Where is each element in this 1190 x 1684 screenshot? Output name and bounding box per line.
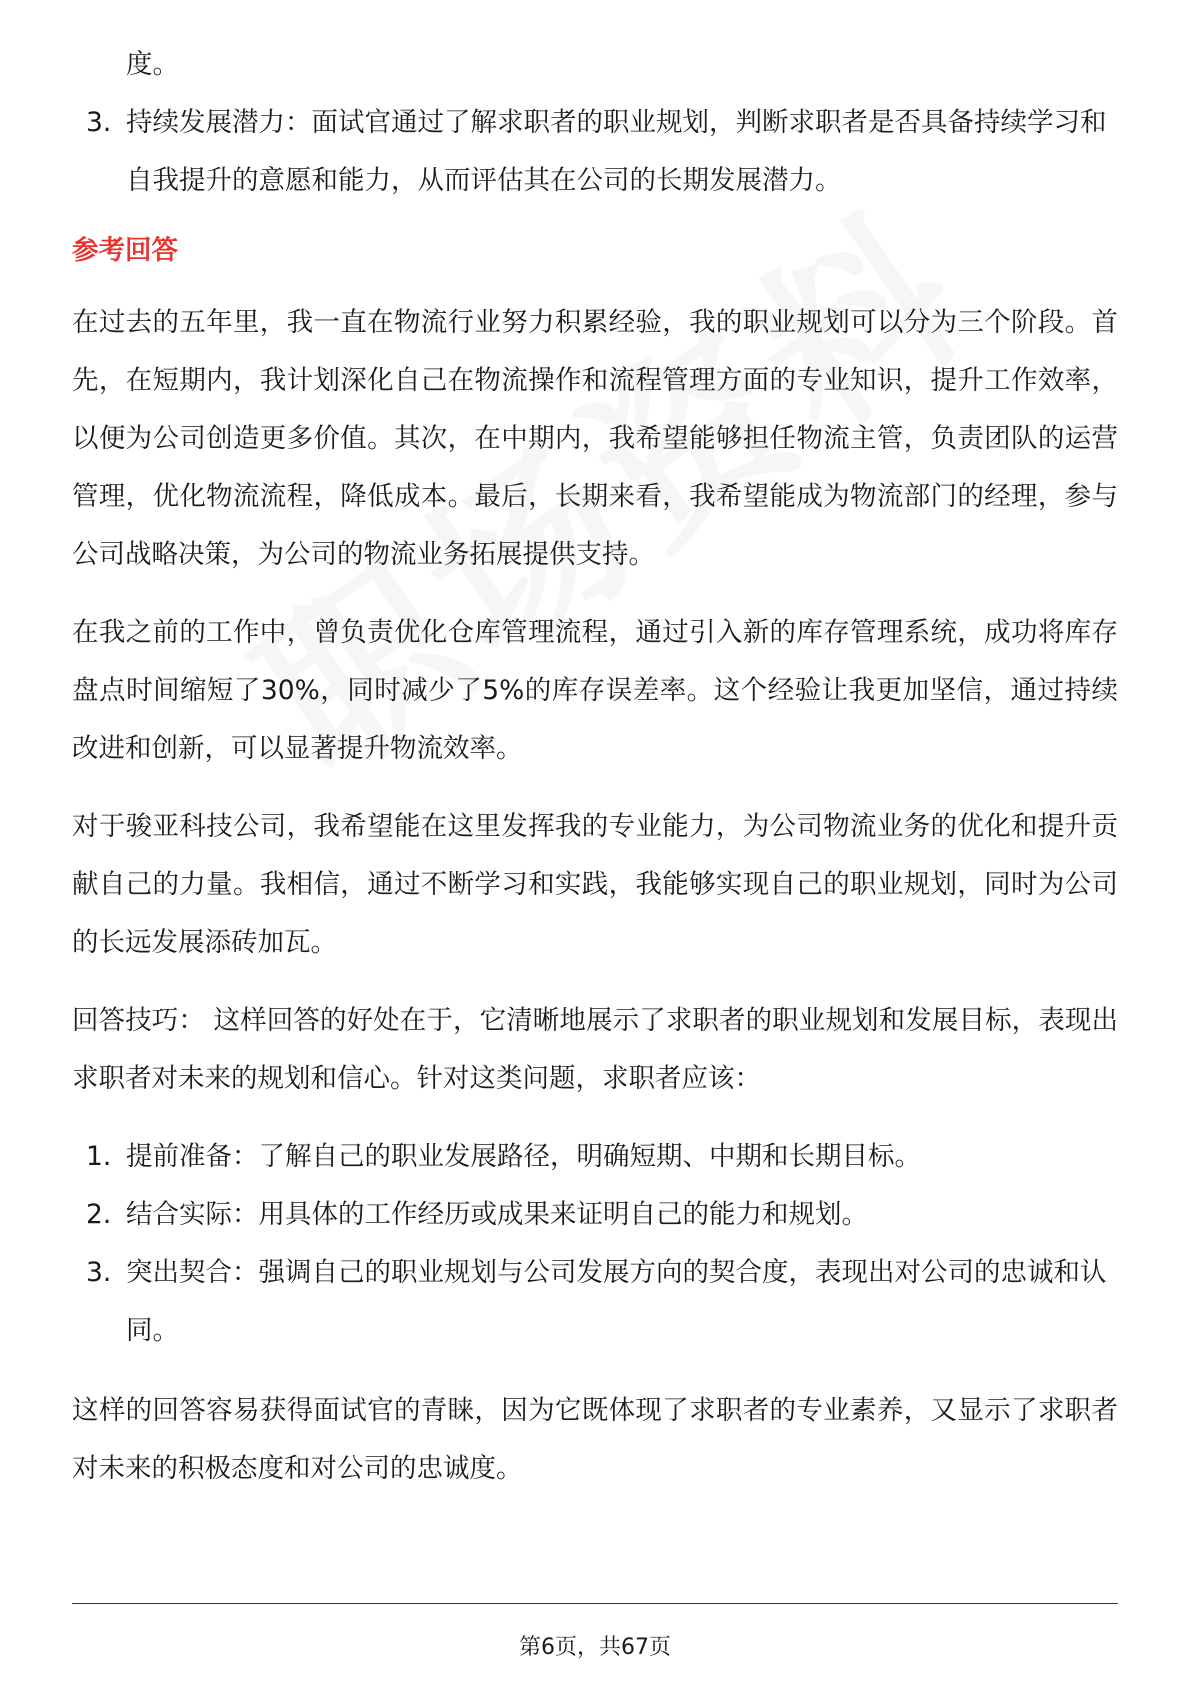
paragraph-tips-intro: 回答技巧： 这样回答的好处在于，它清晰地展示了求职者的职业规划和发展目标，表现出求职者对未来的规划和信心。针对这类问题，求职者应该： (72, 1005, 1118, 1094)
footer-divider (72, 1603, 1118, 1604)
list-item-text: 突出契合：强调自己的职业规划与公司发展方向的契合度，表现出对公司的忠诚和认同。 (126, 1257, 1107, 1346)
section-heading: 参考回答 (72, 235, 178, 266)
list-item (72, 1244, 1118, 1360)
paragraph-3: 对于骏亚科技公司，我希望能在这里发挥我的专业能力，为公司物流业务的优化和提升贡献自己的力量。我相信，通过不断学习和实践，我能够实现自己的职业规划，同时为公司的长远发展添砖加瓦。 (72, 811, 1118, 958)
list-item-tail (72, 36, 1118, 94)
list-number: 1. (86, 1141, 112, 1172)
page-number: 第6页，共67页 (519, 1635, 671, 1660)
list-item (72, 94, 1118, 210)
list-item-text: 结合实际：用具体的工作经历或成果来证明自己的能力和规划。 (126, 1199, 868, 1230)
list-item-text: 持续发展潜力：面试官通过了解求职者的职业规划，判断求职者是否具备持续学习和自我提升的意愿和能力，从而评估其在公司的长期发展潜力。 (126, 107, 1107, 196)
list-number: 3. (86, 107, 112, 138)
continued-list (72, 36, 1118, 210)
list-number: 3. (86, 1257, 112, 1288)
list-item-text: 提前准备：了解自己的职业发展路径，明确短期、中期和长期目标。 (126, 1141, 921, 1172)
paragraph-1: 在过去的五年里，我一直在物流行业努力积累经验，我的职业规划可以分为三个阶段。首先，在短期内，我计划深化自己在物流操作和流程管理方面的专业知识，提升工作效率，以便为公司创造更多价值。其次，在中期内，我希望能够担任物流主管，负责团队的运营管理，优化物流流程，降低成本。最后，长期来看，我希望能成为物流部门的经理，参与公司战略决策，为公司的物流业务拓展提供支持。 (72, 307, 1118, 570)
paragraph-2: 在我之前的工作中，曾负责优化仓库管理流程，通过引入新的库存管理系统，成功将库存盘点时间缩短了30%，同时减少了5%的库存误差率。这个经验让我更加坚信，通过持续改进和创新，可以显著提升物流效率。 (72, 617, 1118, 764)
list-item (72, 1186, 1118, 1244)
list-item-text: 度。 (126, 49, 179, 80)
closing-paragraph: 这样的回答容易获得面试官的青睐，因为它既体现了求职者的专业素养，又显示了求职者对未来的积极态度和对公司的忠诚度。 (72, 1395, 1118, 1484)
list-number: 2. (86, 1199, 112, 1230)
page-content (72, 0, 1118, 1498)
tips-list (72, 1128, 1118, 1360)
list-item (72, 1128, 1118, 1186)
